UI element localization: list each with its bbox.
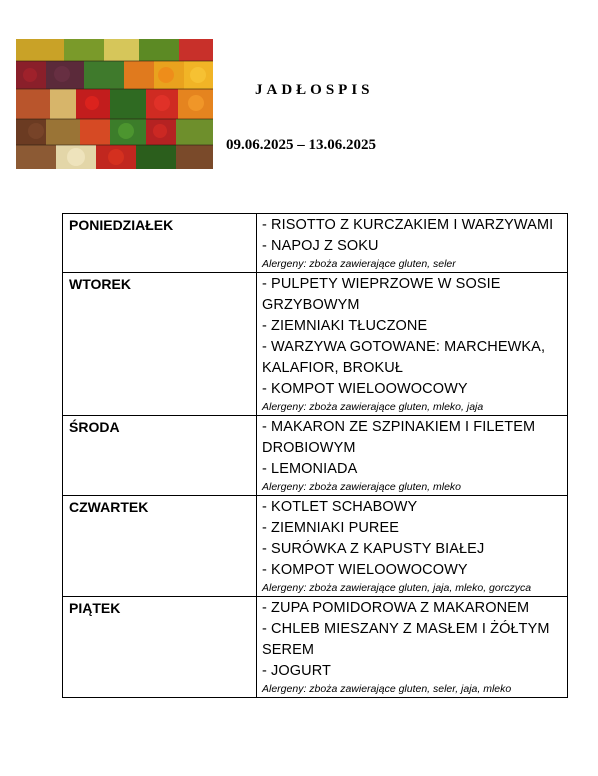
allergen-note: Alergeny: zboża zawierające gluten, seler xyxy=(262,258,456,270)
allergen-note: Alergeny: zboża zawierające gluten, mleko xyxy=(262,481,462,493)
dish-item: - PULPETY WIEPRZOWE W SOSIE GRZYBOWYM xyxy=(262,276,501,313)
dish-item: - ZUPA POMIDOROWA Z MAKARONEM xyxy=(262,600,530,616)
dishes-cell xyxy=(257,416,568,496)
date-range: 09.06.2025 – 13.06.2025 xyxy=(226,137,376,153)
menu-row xyxy=(63,597,568,698)
menu-row xyxy=(63,214,568,273)
day-name: WTOREK xyxy=(63,273,257,416)
dish-item: - JOGURT xyxy=(262,663,332,679)
dishes-cell xyxy=(257,496,568,597)
dish-item: - SURÓWKA Z KAPUSTY BIAŁEJ xyxy=(262,541,485,557)
produce-illustration xyxy=(16,39,213,169)
day-name: CZWARTEK xyxy=(63,496,257,597)
day-name: PONIEDZIAŁEK xyxy=(63,214,257,273)
allergen-note: Alergeny: zboża zawierające gluten, seler, jaja, mleko xyxy=(262,683,512,695)
day-name: ŚRODA xyxy=(63,416,257,496)
menu-table-body xyxy=(63,214,568,698)
dish-item: - MAKARON ZE SZPINAKIEM I FILETEM DROBIOWYM xyxy=(262,419,536,456)
page-title: JADŁOSPIS xyxy=(255,82,374,98)
weekly-menu-table xyxy=(62,213,568,698)
dish-item: - KOTLET SCHABOWY xyxy=(262,499,418,515)
dish-item: - CHLEB MIESZANY Z MASŁEM I ŻÓŁTYM SEREM xyxy=(262,621,550,658)
dish-item: - ZIEMNIAKI PUREE xyxy=(262,520,400,536)
allergen-note: Alergeny: zboża zawierające gluten, mleko, jaja xyxy=(262,401,484,413)
dish-item: - NAPOJ Z SOKU xyxy=(262,238,379,254)
dishes-cell xyxy=(257,597,568,698)
dish-item: - ZIEMNIAKI TŁUCZONE xyxy=(262,318,428,334)
produce-market-photo xyxy=(16,39,213,169)
dish-item: - LEMONIADA xyxy=(262,461,358,477)
menu-row xyxy=(63,273,568,416)
dish-item: - WARZYWA GOTOWANE: MARCHEWKA, KALAFIOR, BROKUŁ xyxy=(262,339,546,376)
dishes-cell xyxy=(257,214,568,273)
dish-item: - RISOTTO Z KURCZAKIEM I WARZYWAMI xyxy=(262,217,554,233)
menu-row xyxy=(63,416,568,496)
dishes-cell xyxy=(257,273,568,416)
allergen-note: Alergeny: zboża zawierające gluten, jaja, mleko, gorczyca xyxy=(262,582,532,594)
dish-item: - KOMPOT WIELOOWOCOWY xyxy=(262,381,468,397)
day-name: PIĄTEK xyxy=(63,597,257,698)
dish-item: - KOMPOT WIELOOWOCOWY xyxy=(262,562,468,578)
menu-row xyxy=(63,496,568,597)
